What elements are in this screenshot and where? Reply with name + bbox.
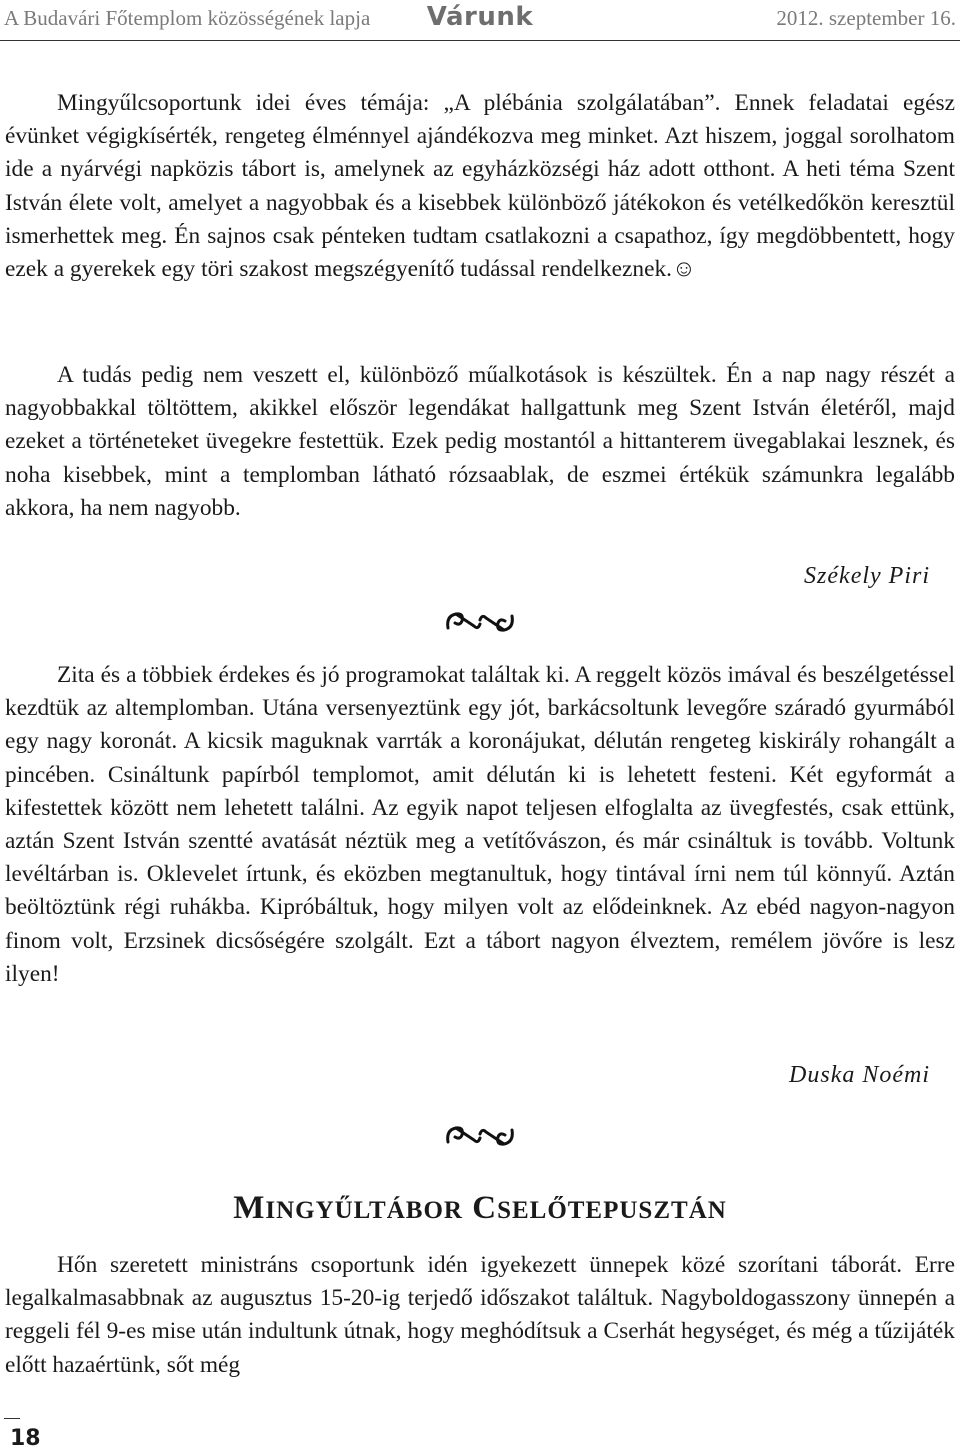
header-title: Várunk <box>426 2 534 32</box>
header-date: 2012. szeptember 16. <box>776 6 956 30</box>
page-number: 18 <box>10 1426 41 1451</box>
article3-paragraph1: Hőn szeretett ministráns csoportunk idén igyekezett ünnepek közé szorítani táborát. Erre legalkalmasabbnak az augusztus 15-20-ig terjedő időszakot találtuk. Nagyboldogasszony ünnepén a reggeli fél 9-es mise után indultunk útnak, hogy meghódítsuk a Cserhát hegységet, és még a tűzijáték előtt hazaértünk, sőt még <box>5 1252 955 1378</box>
footer-rule <box>4 1418 20 1419</box>
header-rule <box>0 40 960 41</box>
page-header <box>0 0 960 42</box>
fleuron-divider-icon <box>0 608 960 641</box>
article1-paragraph1: Mingyűlcsoportunk idei éves témája: „A plébánia szolgálatában”. Ennek feladatai egész évünket végigkísérték, rengeteg élménnyel ajándékozva meg minket. Azt hiszem, joggal sorolhatom ide a nyárvégi napközis tábort is, amelynek az egyházközségi ház adott otthont. A heti téma Szent István élete volt, amelyet a nagyobbak és a kisebbek különböző játékokon és vetélkedőkön keresztül ismerhettek meg. Én sajnos csak pénteken tudtam csatlakozni a csapathoz, így megdöbbentett, hogy ezek a gyerekek egy töri szakost megszégyenítő tudással rendelkeznek.☺ <box>5 90 955 283</box>
article3-heading: MINGYŰLTÁBOR CSELŐTEPUSZTÁN <box>233 1190 727 1226</box>
article1-paragraph2: A tudás pedig nem veszett el, különböző műalkotások is készültek. Én a nap nagy részét a nagyobbakkal töltöttem, akikkel először legendákat hallgattunk meg Szent István életéről, majd ezeket a történeteket üvegekre festettük. Ezek pedig mostantól a hittanterem üvegablakai lesznek, és noha kisebbek, mint a templomban látható rózsaablak, de eszmei értékük számunkra legalább akkora, ha nem nagyobb. <box>5 362 955 521</box>
header-publication: A Budavári Főtemplom közösségének lapja <box>4 6 371 30</box>
fleuron-divider-icon <box>0 1122 960 1155</box>
article2-paragraph1: Zita és a többiek érdekes és jó programokat találtak ki. A reggelt közös imával és beszélgetéssel kezdtük az altemplomban. Utána versenyeztünk egy jót, barkácsoltunk levegőre száradó gyurmából egy nagy koronát. A kicsik maguknak varrták a koronájukat, délután rengeteg kiskirály rohangált a pincében. Csináltunk papírból templomot, amit délután ki is lehetett festeni. Két egyformát a kifestettek között nem lehetett találni. Az egyik napot teljesen elfoglalta az üvegfestés, csak ettünk, aztán Szent István szentté avatását néztük meg a vetítővászon, és már csináltuk is tovább. Voltunk levéltárban is. Oklevelet írtunk, és eközben megtanultuk, hogy tintával írni nem túl könnyű. Aztán beöltöztünk régi ruhákba. Kipróbáltuk, hogy milyen volt az elődeinknek. Az ebéd nagyon-nagyon finom volt, Erzsinek dicsőségére szolgált. Ezt a tábort nagyon élveztem, remélem jövőre is lesz ilyen! <box>5 662 955 987</box>
article2-signature: Duska Noémi <box>789 1062 930 1088</box>
article1-signature: Székely Piri <box>804 563 930 589</box>
